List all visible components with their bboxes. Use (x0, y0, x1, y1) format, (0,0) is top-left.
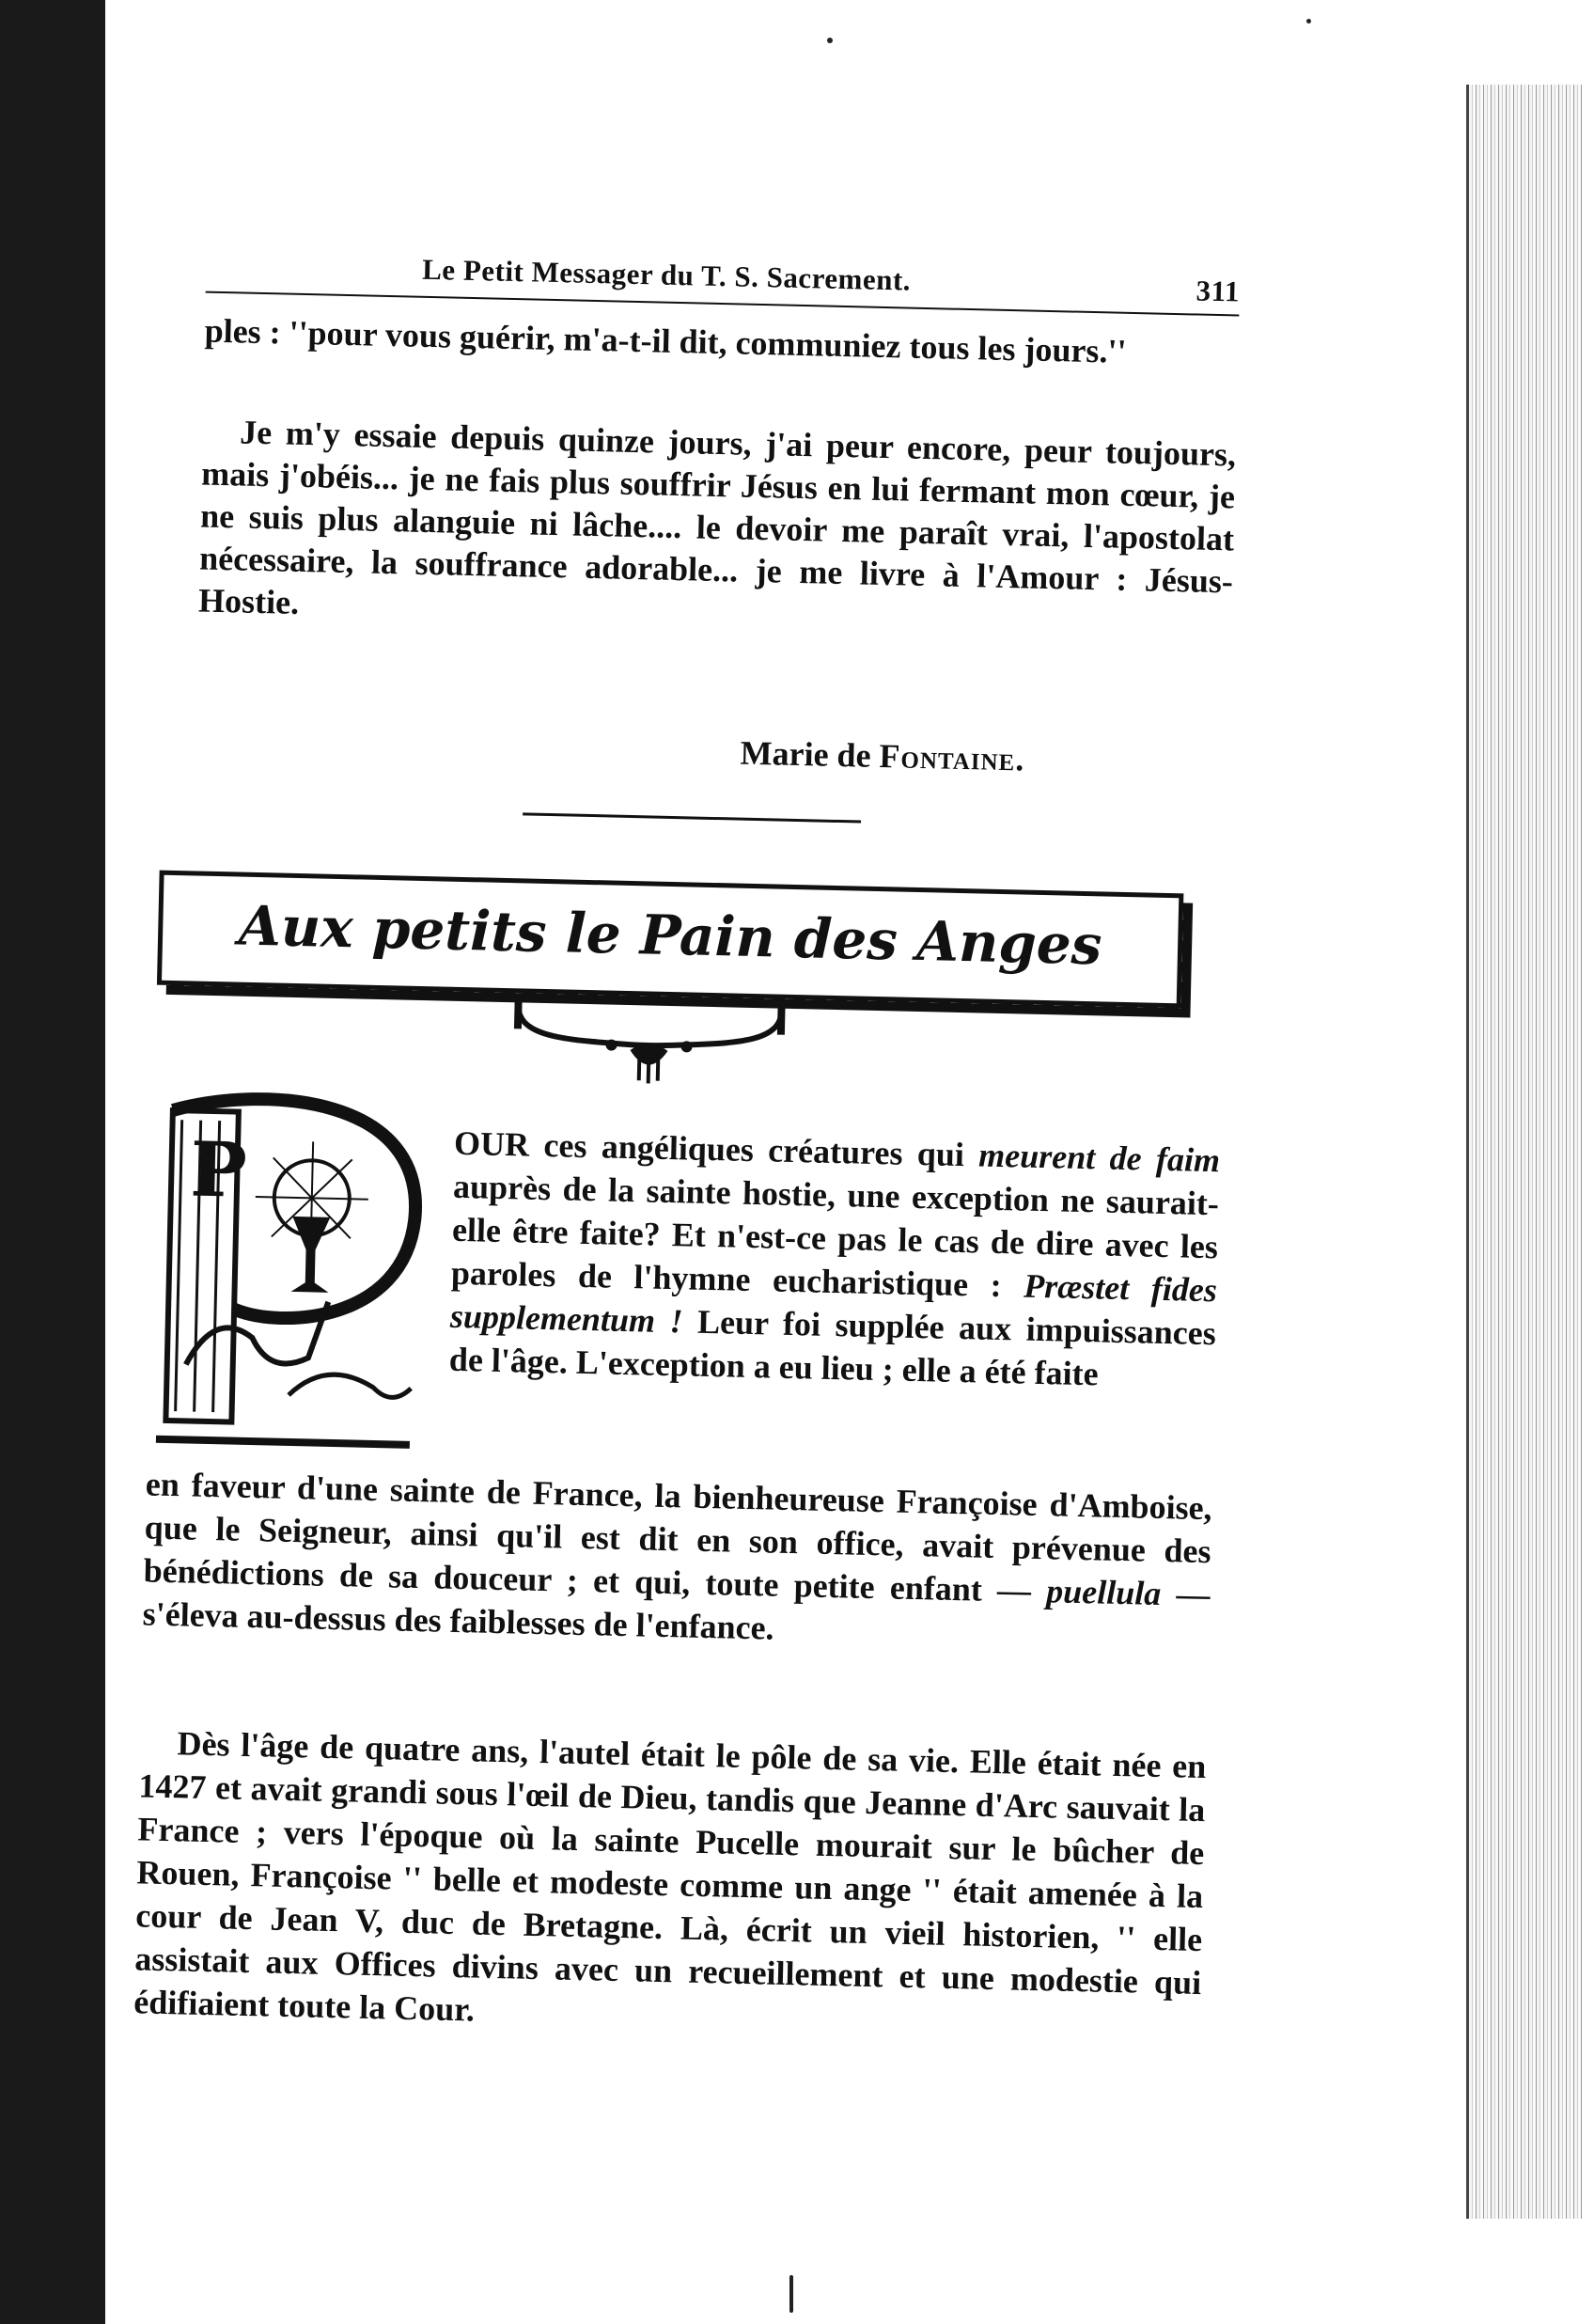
paragraph-letter: Je m'y essaie depuis quinze jours, j'ai peur encore, peur toujours, mais j'obéis... je ne fais plus souffrir Jésus en lui fermant mon cœur, je ne suis plus alanguie ni lâche.... le devoir me paraît vrai, l'apostolat nécessaire, la souffrance adorable... je me livre à l'Amour : Jésus-Hostie. (197, 413, 1237, 621)
lead-text: OUR ces angéliques créatures qui (453, 1123, 979, 1174)
lead-italic: meurent de faim (977, 1136, 1221, 1180)
latin-quote: Præstet fides supplementum ! (449, 1266, 1218, 1341)
scroll-ornament-icon (497, 996, 800, 1096)
illuminated-dropcap-icon (146, 1082, 436, 1465)
scan-speck (827, 38, 833, 43)
book-gutter (0, 0, 105, 2324)
scan-speck (1306, 19, 1311, 24)
page-stack-edge (1466, 85, 1582, 2219)
article-title: Aux petits le Pain des Anges (238, 893, 1103, 978)
page-number: 311 (1196, 274, 1241, 308)
article-continuation (142, 1462, 1212, 1659)
paragraph-continuation: ples : ''pour vous guérir, m'a-t-il dit, communiez tous les jours.'' (204, 311, 1127, 370)
dropcap-letter: P (189, 1124, 248, 1215)
cont-rest: — s'éleva au-dessus des faiblesses de l'enfance. (142, 1574, 1211, 1647)
signature (740, 733, 1025, 779)
lead-rest: auprès de la sainte hostie, une exception ne saurait-elle être faite? Et n'est-ce pas le cas de dire avec les paroles de l'hymne eucharistique : (450, 1167, 1220, 1305)
article-lead-paragraph (448, 1122, 1220, 1398)
signature-first-name: Marie de (740, 733, 881, 775)
section-divider (523, 812, 861, 823)
cont-italic: puellula (1045, 1572, 1162, 1612)
scan-speck (789, 2275, 793, 2313)
signature-surname: Fontaine. (879, 736, 1025, 778)
article-paragraph-2: Dès l'âge de quatre ans, l'autel était le pôle de sa vie. Elle était née en 1427 et avait grandi sous l'œil de Dieu, tandis que Jeanne d'Arc sauvait la France ; vers l'époque où la sainte Pucelle mourait sur le bûcher de Rouen, Françoise '' belle et modeste comme un ange '' était amenée à la cour de Jean V, duc de Bretagne. Là, écrit un vieil historien, '' elle assistait aux Offices divins avec un recueillement et une modestie qui édifiaient toute la Cour. (133, 1724, 1207, 2029)
book-page (98, 235, 1250, 2159)
cont-text: en faveur d'une sainte de France, la bienheureuse Françoise d'Amboise, que le Seigneur, ainsi qu'il est dit en son office, avait prévenue des bénédictions de sa douceur ; et qui, toute petite enfant — (143, 1465, 1213, 1610)
lead-after-latin: Leur foi supplée aux impuissances de l'âge. L'exception a eu lieu ; elle a été faite (448, 1302, 1217, 1393)
running-header (206, 246, 1241, 317)
running-title: Le Petit Messager du T. S. Sacrement. (421, 252, 912, 297)
article-title-banner (157, 871, 1183, 1009)
